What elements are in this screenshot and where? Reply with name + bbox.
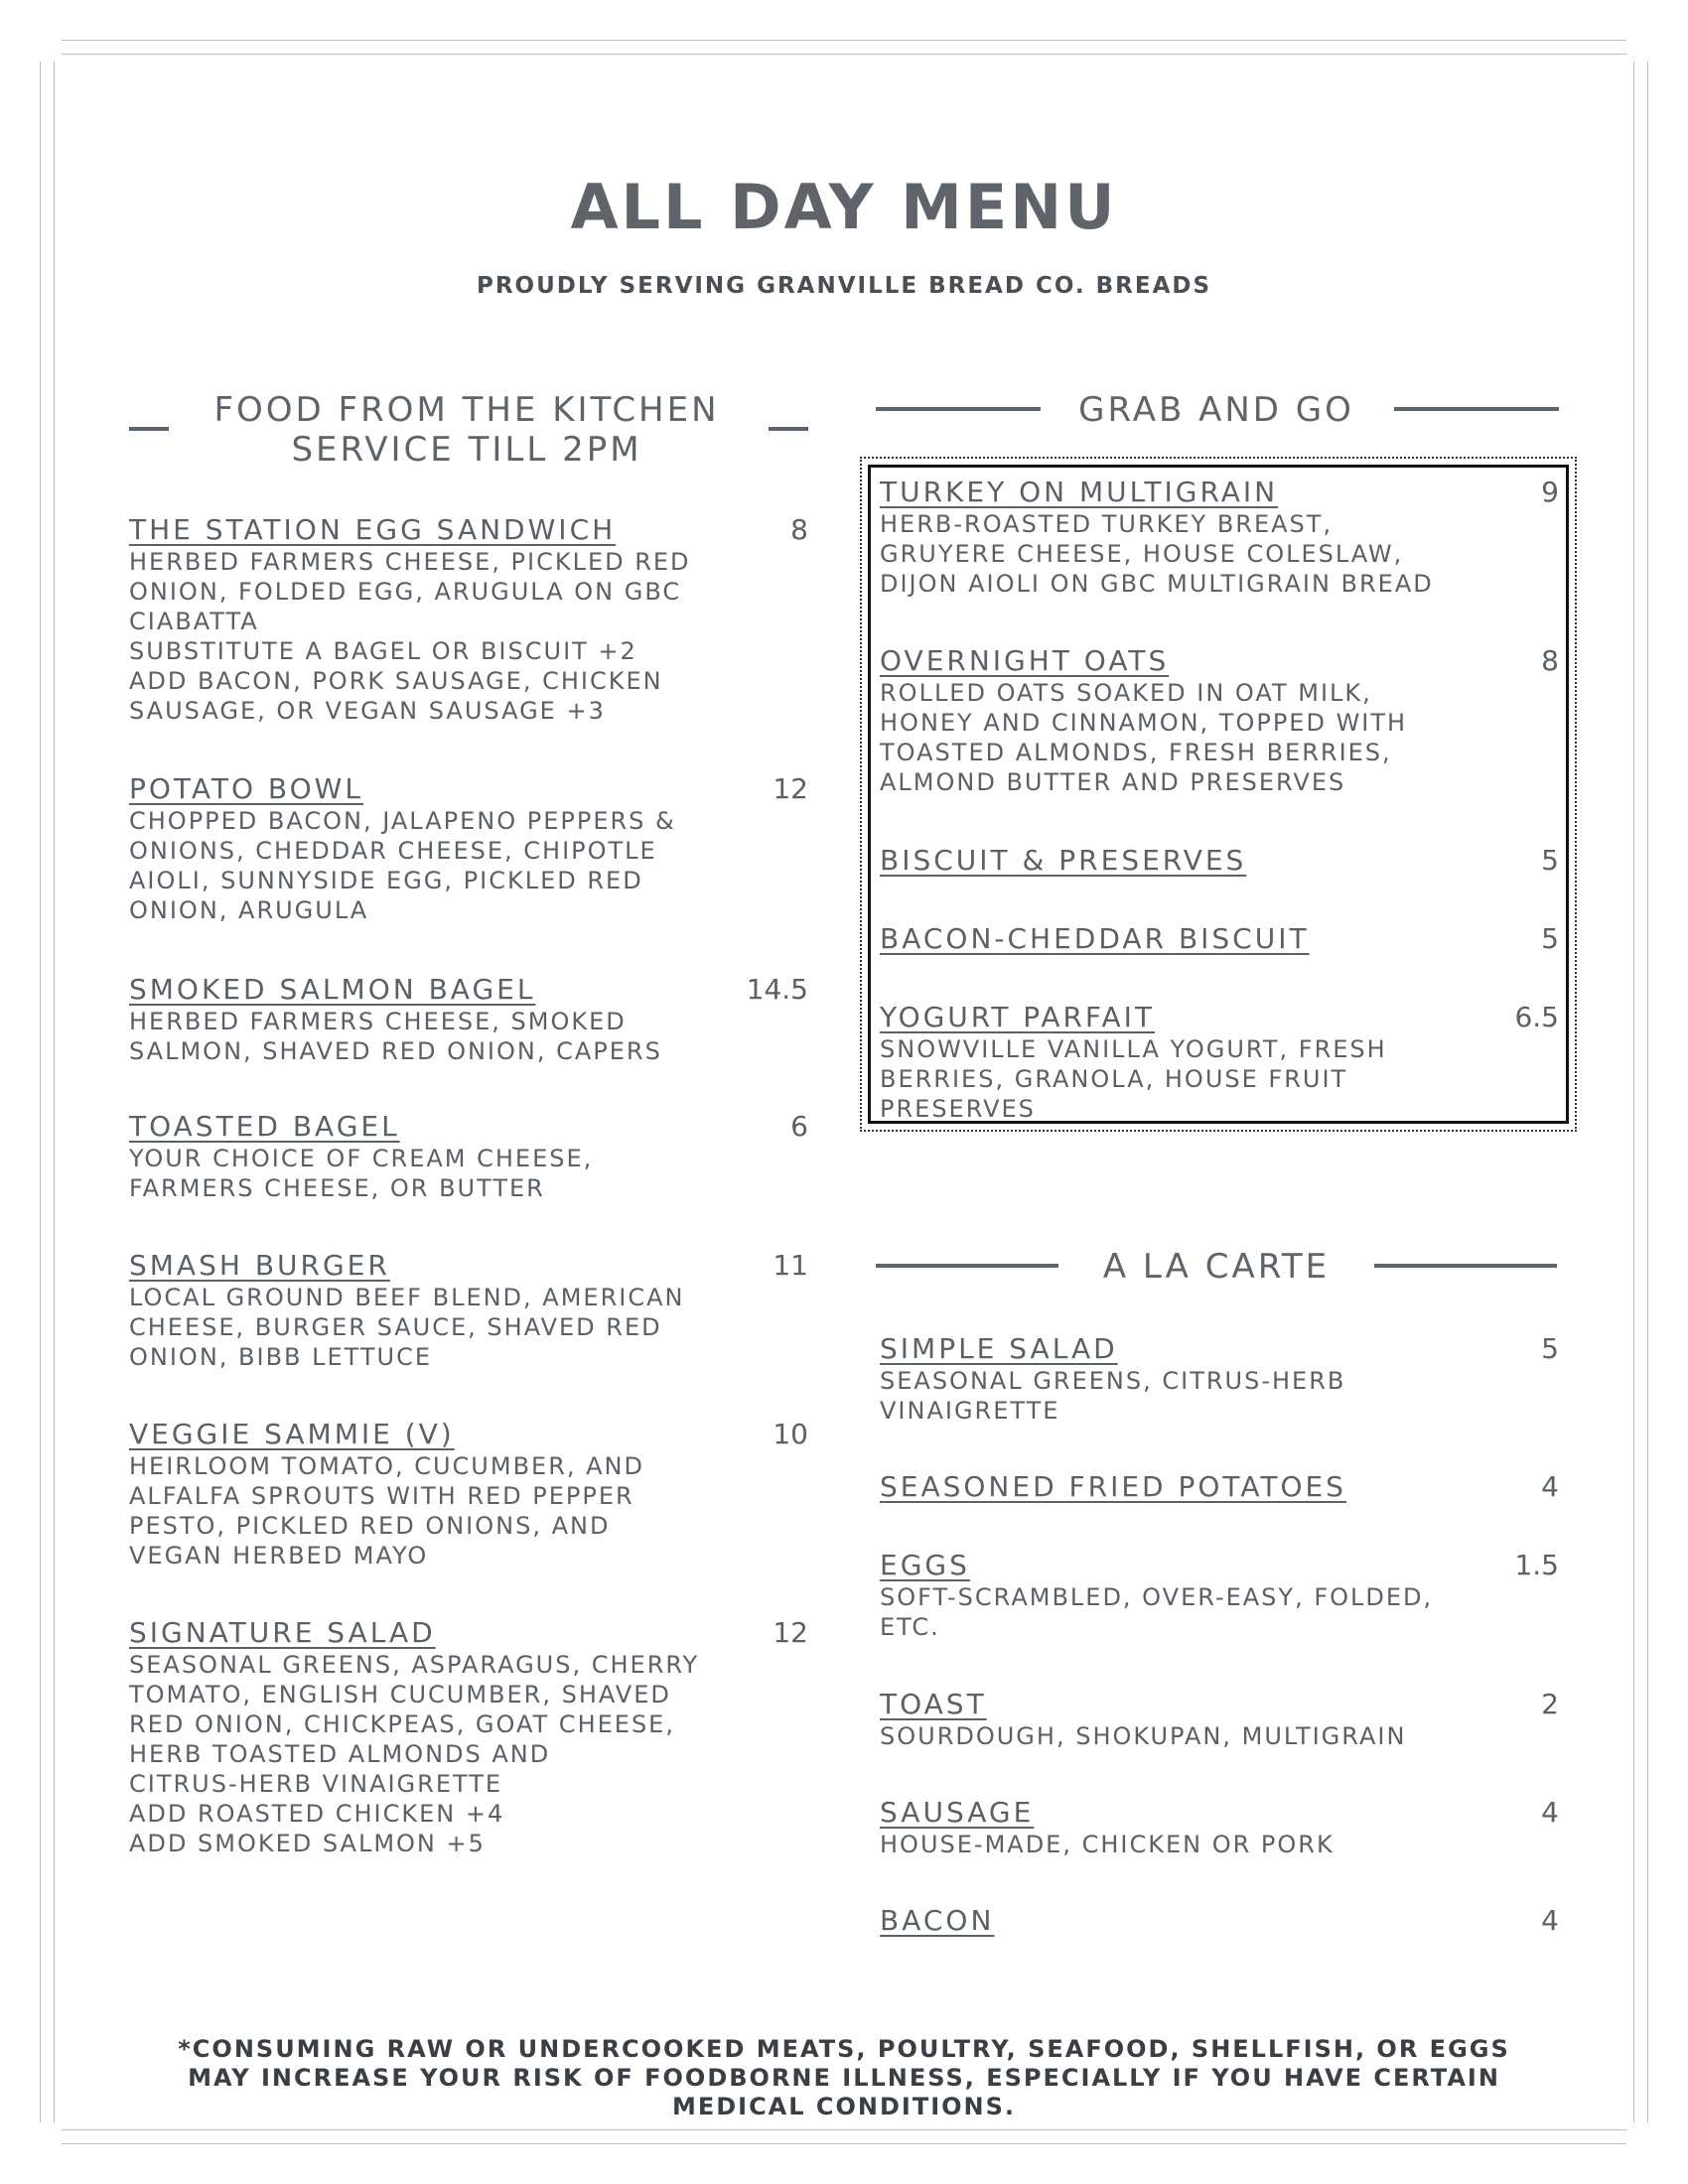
heading-rule [876, 407, 1041, 411]
item-price: 12 [773, 772, 808, 805]
addon-line: ADD SMOKED SALMON +5 [129, 1830, 486, 1857]
item-description [880, 509, 1559, 599]
desc-line: SEASONAL GREENS, ASPARAGUS, CHERRY [129, 1651, 700, 1679]
item-name: TOAST [880, 1688, 987, 1720]
desc-line: CHEESE, BURGER SAUCE, SHAVED RED [129, 1313, 662, 1341]
disclaimer-line: MEDICAL CONDITIONS. [671, 2093, 1017, 2120]
addon-line: ADD BACON, PORK SAUSAGE, CHICKEN [129, 667, 663, 695]
item-description [880, 1034, 1559, 1124]
addon-line: ADD ROASTED CHICKEN +4 [129, 1800, 505, 1828]
desc-line: CHOPPED BACON, JALAPENO PEPPERS & [129, 807, 676, 835]
desc-line: YOUR CHOICE OF CREAM CHEESE, [129, 1145, 594, 1172]
item-price: 5 [1541, 1332, 1559, 1365]
item-description [880, 1366, 1559, 1426]
kitchen-heading [179, 390, 755, 470]
item-price: 14.5 [746, 973, 808, 1006]
desc-line: DIJON AIOLI ON GBC MULTIGRAIN BREAD [880, 570, 1434, 598]
desc-line: LOCAL GROUND BEEF BLEND, AMERICAN [129, 1284, 685, 1311]
item-price: 4 [1541, 1796, 1559, 1829]
desc-line: RED ONION, CHICKPEAS, GOAT CHEESE, [129, 1710, 675, 1738]
menu-item-bacon-cheddar-biscuit [880, 922, 1559, 956]
desc-line: ONION, BIBB LETTUCE [129, 1343, 433, 1371]
item-price: 9 [1541, 476, 1559, 508]
desc-line: PESTO, PICKLED RED ONIONS, AND [129, 1512, 611, 1540]
desc-line: HEIRLOOM TOMATO, CUCUMBER, AND [129, 1452, 644, 1480]
menu-item-overnight-oats [880, 644, 1559, 797]
desc-line: HONEY AND CINNAMON, TOPPED WITH [880, 709, 1408, 737]
menu-item-station-egg-sandwich [129, 513, 808, 726]
menu-item-signature-salad [129, 1616, 808, 1858]
item-name: SMOKED SALMON BAGEL [129, 973, 536, 1006]
desc-line: FARMERS CHEESE, OR BUTTER [129, 1174, 545, 1202]
item-description [880, 1721, 1559, 1751]
desc-line: CITRUS-HERB VINAIGRETTE [129, 1770, 503, 1798]
corner-notch [1626, 34, 1654, 62]
menu-item-bacon [880, 1904, 1559, 1938]
menu-item-veggie-sammie [129, 1418, 808, 1570]
item-description [129, 1451, 808, 1570]
item-name: TURKEY ON MULTIGRAIN [880, 476, 1279, 508]
item-price: 1.5 [1514, 1549, 1559, 1581]
item-name: VEGGIE SAMMIE (V) [129, 1418, 455, 1450]
desc-line: HERB TOASTED ALMONDS AND [129, 1740, 551, 1768]
heading-rule [1394, 407, 1559, 411]
menu-item-toasted-bagel [129, 1110, 808, 1203]
addon-line: SUBSTITUTE A BAGEL OR BISCUIT +2 [129, 637, 637, 665]
menu-item-turkey-on-multigrain [880, 476, 1559, 599]
menu-item-seasoned-fried-potatoes [880, 1470, 1559, 1504]
item-name: SEASONED FRIED POTATOES [880, 1470, 1346, 1503]
item-name: TOASTED BAGEL [129, 1110, 400, 1143]
heading-rule [876, 1264, 1058, 1268]
item-price: 6.5 [1514, 1001, 1559, 1033]
item-price: 4 [1541, 1904, 1559, 1937]
menu-item-toast [880, 1688, 1559, 1751]
desc-line: HERBED FARMERS CHEESE, SMOKED [129, 1008, 627, 1035]
item-name: BACON-CHEDDAR BISCUIT [880, 922, 1310, 955]
item-description [129, 806, 808, 925]
item-name: POTATO BOWL [129, 772, 363, 805]
desc-line: VEGAN HERBED MAYO [129, 1542, 429, 1570]
desc-line: ALMOND BUTTER AND PRESERVES [880, 768, 1346, 796]
item-description [129, 1007, 808, 1066]
desc-line: ROLLED OATS SOAKED IN OAT MILK, [880, 679, 1372, 707]
item-description [129, 547, 808, 726]
item-name: SIMPLE SALAD [880, 1332, 1118, 1365]
desc-line: ONION, FOLDED EGG, ARUGULA ON GBC [129, 578, 682, 606]
menu-item-potato-bowl [129, 772, 808, 925]
item-price: 11 [773, 1249, 808, 1282]
grab-heading: GRAB AND GO [1078, 390, 1354, 430]
item-description [129, 1650, 808, 1858]
carte-heading: A LA CARTE [1102, 1247, 1331, 1287]
desc-line: HERB-ROASTED TURKEY BREAST, [880, 510, 1334, 538]
corner-notch [1626, 2122, 1654, 2150]
item-description [129, 1144, 808, 1203]
item-price: 2 [1541, 1688, 1559, 1720]
desc-line: HOUSE-MADE, CHICKEN OR PORK [880, 1831, 1335, 1858]
item-price: 10 [773, 1418, 808, 1450]
desc-line: ONIONS, CHEDDAR CHEESE, CHIPOTLE [129, 837, 657, 865]
item-description [880, 678, 1559, 797]
item-price: 6 [790, 1110, 808, 1143]
allergy-disclaimer [0, 2035, 1688, 2121]
item-description [129, 1283, 808, 1372]
menu-subtitle: PROUDLY SERVING GRANVILLE BREAD CO. BREADS [476, 273, 1212, 299]
desc-line: TOMATO, ENGLISH CUCUMBER, SHAVED [129, 1681, 671, 1708]
item-name: SIGNATURE SALAD [129, 1616, 436, 1649]
menu-title: ALL DAY MENU [570, 171, 1118, 243]
item-name: YOGURT PARFAIT [880, 1001, 1155, 1033]
item-price: 12 [773, 1616, 808, 1649]
item-name: THE STATION EGG SANDWICH [129, 513, 617, 546]
corner-notch [34, 34, 62, 62]
item-name: SMASH BURGER [129, 1249, 390, 1282]
desc-line: SOFT-SCRAMBLED, OVER-EASY, FOLDED, [880, 1583, 1434, 1611]
item-name: SAUSAGE [880, 1796, 1035, 1829]
desc-line: ALFALFA SPROUTS WITH RED PEPPER [129, 1482, 634, 1510]
disclaimer-line: MAY INCREASE YOUR RISK OF FOODBORNE ILLNESS, ESPECIALLY IF YOU HAVE CERTAIN [188, 2064, 1500, 2092]
item-description [880, 1830, 1559, 1859]
menu-item-smoked-salmon-bagel [129, 973, 808, 1066]
desc-line: CIABATTA [129, 608, 259, 635]
item-price: 8 [790, 513, 808, 546]
item-price: 5 [1541, 844, 1559, 877]
desc-line: AIOLI, SUNNYSIDE EGG, PICKLED RED [129, 867, 643, 894]
desc-line: ETC. [880, 1613, 940, 1641]
desc-line: BERRIES, GRANOLA, HOUSE FRUIT [880, 1065, 1348, 1093]
addon-line: SAUSAGE, OR VEGAN SAUSAGE +3 [129, 697, 606, 725]
corner-notch [34, 2122, 62, 2150]
kitchen-heading-line2: SERVICE TILL 2PM [291, 430, 642, 470]
item-name: BACON [880, 1904, 995, 1937]
menu-item-yogurt-parfait [880, 1001, 1559, 1124]
desc-line: ONION, ARUGULA [129, 896, 369, 924]
desc-line: SNOWVILLE VANILLA YOGURT, FRESH [880, 1035, 1387, 1063]
heading-rule [129, 427, 169, 431]
menu-item-biscuit-preserves [880, 844, 1559, 878]
menu-item-sausage [880, 1796, 1559, 1859]
heading-rule [1374, 1264, 1557, 1268]
heading-rule [769, 427, 808, 431]
item-price: 4 [1541, 1470, 1559, 1503]
menu-item-eggs [880, 1549, 1559, 1642]
item-name: BISCUIT & PRESERVES [880, 844, 1247, 877]
menu-item-simple-salad [880, 1332, 1559, 1426]
item-name: EGGS [880, 1549, 970, 1581]
desc-line: SOURDOUGH, SHOKUPAN, MULTIGRAIN [880, 1722, 1407, 1750]
desc-line: HERBED FARMERS CHEESE, PICKLED RED [129, 548, 691, 576]
menu-item-smash-burger [129, 1249, 808, 1372]
item-price: 5 [1541, 922, 1559, 955]
desc-line: VINAIGRETTE [880, 1397, 1060, 1425]
desc-line: SALMON, SHAVED RED ONION, CAPERS [129, 1037, 662, 1065]
item-price: 8 [1541, 644, 1559, 677]
kitchen-heading-line1: FOOD FROM THE KITCHEN [213, 390, 720, 430]
item-description [880, 1582, 1559, 1642]
desc-line: SEASONAL GREENS, CITRUS-HERB [880, 1367, 1346, 1395]
item-name: OVERNIGHT OATS [880, 644, 1170, 677]
desc-line: GRUYERE CHEESE, HOUSE COLESLAW, [880, 540, 1404, 568]
disclaimer-line: *CONSUMING RAW OR UNDERCOOKED MEATS, POULTRY, SEAFOOD, SHELLFISH, OR EGGS [178, 2035, 1510, 2063]
desc-line: PRESERVES [880, 1095, 1036, 1123]
desc-line: TOASTED ALMONDS, FRESH BERRIES, [880, 739, 1392, 766]
